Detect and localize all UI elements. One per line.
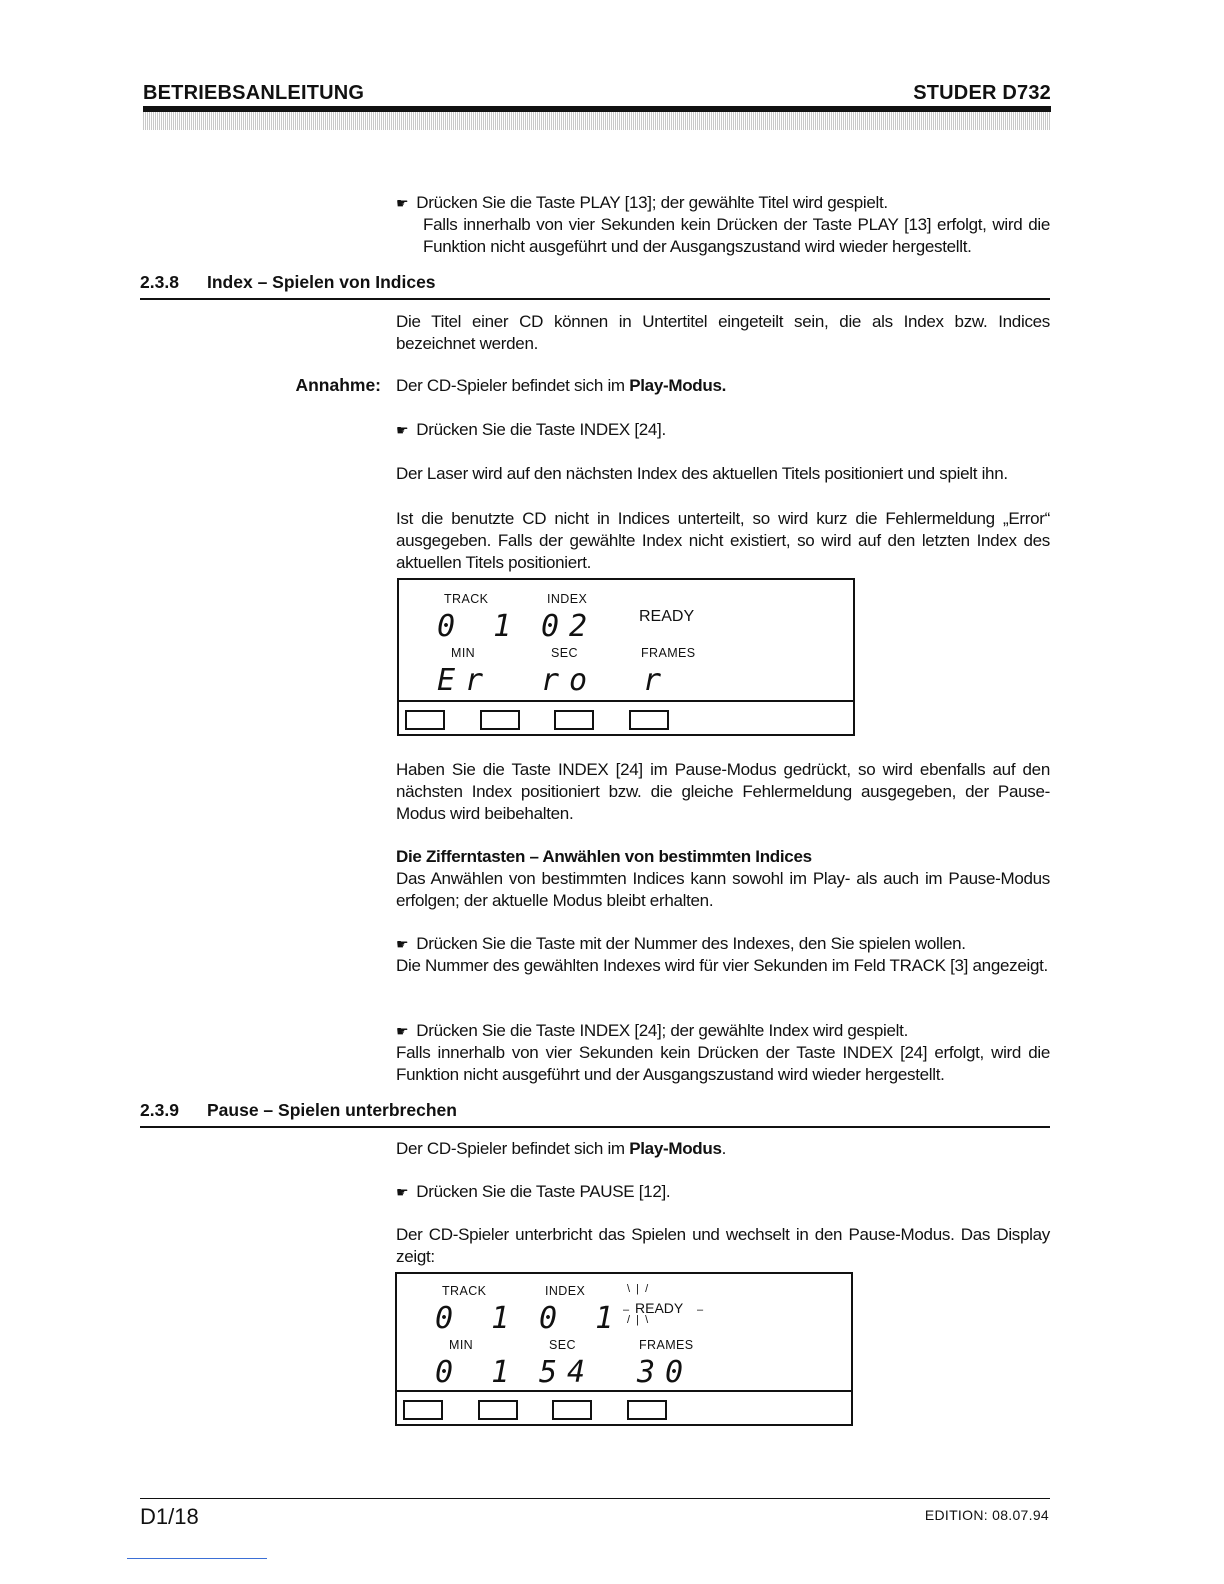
panel-key — [627, 1400, 667, 1420]
min-digits: Er — [437, 663, 494, 698]
frames-label: FRAMES — [639, 1338, 694, 1352]
edition-date: EDITION: 08.07.94 — [924, 1507, 1049, 1523]
panel-key — [554, 710, 594, 730]
panel-key — [629, 710, 669, 730]
index-digits: 02 — [541, 609, 598, 644]
paragraph-laser: Der Laser wird auf den nächsten Index des aktuellen Titels positioniert und spielt ihn. — [396, 464, 1008, 483]
footer-link-underline — [127, 1558, 267, 1559]
panel-divider — [399, 700, 853, 702]
blink-dash-icon: – — [697, 1304, 704, 1316]
sec-label: SEC — [549, 1338, 576, 1352]
blink-rays-icon: / | \ — [627, 1314, 649, 1326]
paragraph-pause-index: Haben Sie die Taste INDEX [24] im Pause-Modus gedrückt, so wird ebenfalls auf den nächsten Index positioniert bzw. die gleiche Fehlermeldung ausgegeben, der Pause-Modus wird beibehalten. — [396, 760, 1050, 823]
step-pause: ☛ Drücken Sie die Taste PAUSE [12]. — [396, 1182, 671, 1201]
index-label: INDEX — [547, 592, 588, 606]
blink-dash-icon: – — [623, 1304, 630, 1316]
section-title: Pause – Spielen unterbrechen — [207, 1100, 457, 1120]
track-digits: 0 1 — [435, 1301, 520, 1336]
pointing-hand-icon: ☛ — [396, 1184, 409, 1200]
section-number: 2.3.8 — [140, 272, 179, 292]
panel-key — [478, 1400, 518, 1420]
min-digits: 0 1 — [435, 1355, 520, 1390]
pointing-hand-icon: ☛ — [396, 195, 409, 211]
ready-indicator-blinking: READY — [635, 1300, 684, 1316]
panel-key — [480, 710, 520, 730]
frames-label: FRAMES — [641, 646, 696, 660]
section-title: Index – Spielen von Indices — [207, 272, 436, 292]
play-timeout-note: Falls innerhalb von vier Sekunden kein Drücken der Taste PLAY [13] erfolgt, wird die Funktion nicht ausgeführt und der Ausgangszustand wird wieder hergestellt. — [423, 215, 1050, 256]
pointing-hand-icon: ☛ — [396, 422, 409, 438]
ready-indicator: READY — [639, 608, 695, 625]
footer-rule — [140, 1498, 1050, 1499]
page-number: D1/18 — [140, 1504, 199, 1529]
header-model: STUDER D732 — [913, 82, 1051, 104]
display-panel-error — [397, 578, 855, 736]
annahme-text: Der CD-Spieler befindet sich im Play-Modus. — [396, 376, 727, 395]
paragraph-indices: Die Titel einer CD können in Untertitel eingeteilt sein, die als Index bzw. Indices bezeichnet werden. — [396, 312, 1050, 353]
frames-digits: 30 — [637, 1355, 694, 1390]
panel-key — [552, 1400, 592, 1420]
paragraph-index-timeout: Falls innerhalb von vier Sekunden kein Drücken der Taste INDEX [24] erfolgt, wird die Funktion nicht ausgeführt und der Ausgangszustand wird wieder hergestellt. — [396, 1043, 1050, 1084]
track-label: TRACK — [442, 1284, 487, 1298]
panel-divider — [397, 1390, 851, 1392]
paragraph-pause: Der CD-Spieler unterbricht das Spielen und wechselt in den Pause-Modus. Das Display zeigt: — [396, 1225, 1050, 1266]
step-index-2: ☛ Drücken Sie die Taste INDEX [24]; der gewählte Index wird gespielt. — [396, 1021, 909, 1040]
sec-digits: ro — [541, 663, 598, 698]
track-label: TRACK — [444, 592, 489, 606]
min-label: MIN — [449, 1338, 474, 1352]
min-label: MIN — [451, 646, 476, 660]
header-title: BETRIEBSANLEITUNG — [143, 82, 365, 104]
pointing-hand-icon: ☛ — [396, 1023, 409, 1039]
paragraph-error: Ist die benutzte CD nicht in Indices unterteilt, so wird kurz die Fehlermeldung „Error“ ausgegeben. Falls der gewählte Index nicht existiert, so wird auf den letzten Index des aktuellen Titels positioniert. — [396, 509, 1050, 572]
pointing-hand-icon: ☛ — [396, 936, 409, 952]
index-label: INDEX — [545, 1284, 586, 1298]
header-rule — [143, 106, 1051, 130]
panel-key — [405, 710, 445, 730]
sec-label: SEC — [551, 646, 578, 660]
panel-key — [403, 1400, 443, 1420]
blink-rays-icon: \ | / — [627, 1283, 649, 1295]
paragraph-play-mode: Der CD-Spieler befindet sich im Play-Modus. — [396, 1139, 727, 1158]
display-panel-pause — [395, 1272, 853, 1426]
ziffern-text: Das Anwählen von bestimmten Indices kann sowohl im Play- als auch im Pause-Modus erfolgen; der aktuelle Modus bleibt erhalten. — [396, 869, 1050, 910]
track-digits: 0 1 — [437, 609, 522, 644]
sec-digits: 54 — [539, 1355, 596, 1390]
section-heading-2-3-9 — [140, 1100, 1050, 1128]
paragraph-nummer: Die Nummer des gewählten Indexes wird für vier Sekunden im Feld TRACK [3] angezeigt. — [396, 956, 1048, 975]
frames-digits: r — [643, 663, 672, 698]
step-play: ☛ Drücken Sie die Taste PLAY [13]; der gewählte Titel wird gespielt. — [396, 193, 888, 212]
step-nummer: ☛ Drücken Sie die Taste mit der Nummer des Indexes, den Sie spielen wollen. — [396, 934, 966, 953]
section-heading-2-3-8 — [140, 272, 1050, 300]
step-index: ☛ Drücken Sie die Taste INDEX [24]. — [396, 420, 666, 439]
section-number: 2.3.9 — [140, 1100, 179, 1120]
annahme-label: Annahme: — [295, 375, 381, 395]
ziffern-heading: Die Zifferntasten – Anwählen von bestimmten Indices — [396, 847, 812, 866]
index-digits: 0 1 — [539, 1301, 624, 1336]
